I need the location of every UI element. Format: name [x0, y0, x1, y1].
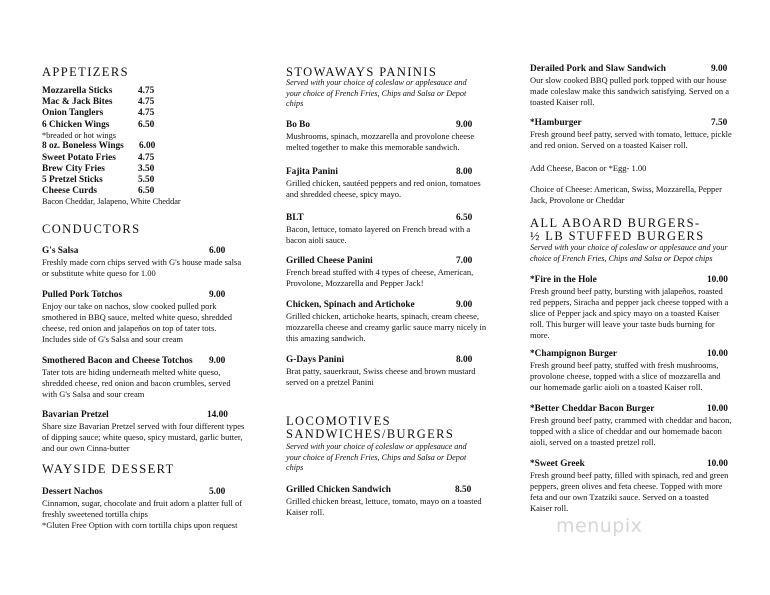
description-line: Enjoy our take on nachos, slow cooked pulled pork: [42, 301, 217, 311]
description-line: Tater tots are hiding underneath melted white queso,: [42, 367, 221, 377]
menu-item: [42, 486, 270, 531]
menu-item: [286, 166, 511, 200]
menu-item: [286, 484, 511, 518]
appetizer-price: 6.50: [138, 186, 155, 197]
cheese-choice-line: Jack, Provolone or Cheddar: [530, 195, 625, 205]
description-line: Fresh ground beef patty, bursting with jalapeños, roasted: [530, 286, 723, 296]
menu-item: [286, 212, 511, 246]
description-line: Grilled chicken, sautéed peppers and red onion, tomatoes: [286, 178, 481, 188]
description-line: Kaiser roll.: [286, 507, 325, 517]
menu-item-header: [42, 486, 270, 498]
appetizer-price: 6.00: [139, 141, 156, 152]
appetizer-row: [42, 108, 155, 119]
appetizer-price: 3.50: [138, 163, 155, 174]
menu-item-header: [286, 255, 511, 267]
description-line: shredded cheese, red onion and bacon crumbles, served: [42, 378, 231, 388]
menu-item: [530, 458, 752, 514]
subtitle-line: choice of French Fries, Chips and Salsa or Depot chips: [530, 253, 713, 263]
menu-item-name: Grilled Cheese Panini: [286, 256, 373, 266]
menu-item-price: 7.00: [456, 256, 473, 266]
menu-item-header: [286, 484, 511, 496]
description-line: provolone cheese, topped with a slice of mozzarella and: [530, 371, 721, 381]
menu-item-price: 10.00: [707, 459, 728, 469]
description-line: cheese, red onion and jalapeños on top of tater tots.: [42, 323, 217, 333]
appetizer-row: [42, 141, 156, 152]
menu-item-header: [42, 355, 270, 367]
appetizer-row: [42, 163, 155, 175]
menu-item-description: [286, 178, 511, 200]
description-line: red peppers, Siracha and pepper jack cheese topped with a: [530, 297, 729, 307]
menu-item-header: [530, 458, 752, 470]
appetizer-name: 8 oz. Boneless Wings: [42, 141, 124, 152]
menu-item-description: [42, 257, 270, 279]
description-line: Mushrooms, spinach, mozzarella and provolone cheese: [286, 131, 475, 141]
menu-item-header: [530, 348, 752, 360]
description-line: and shredded cheese, spicy mayo.: [286, 189, 402, 199]
menu-item: [286, 119, 511, 153]
menu-item-header: [286, 299, 511, 311]
menu-item-description: [286, 311, 511, 344]
description-line: and red onion. Served on a toasted Kaiser roll.: [530, 140, 688, 150]
menu-item-price: 7.50: [711, 118, 728, 128]
appetizer-row: [42, 175, 155, 186]
menu-item-name: Pulled Pork Totchos: [42, 290, 123, 300]
menu-item-name: Fajita Panini: [286, 167, 338, 177]
menu-item-price: 8.50: [455, 485, 472, 495]
cheese-choice-line: Choice of Cheese: American, Swiss, Mozzarella, Pepper: [530, 184, 722, 194]
menu-item: [42, 409, 270, 454]
appetizer-name: 6 Chicken Wings: [42, 119, 110, 130]
menu-item-price: 8.00: [456, 355, 473, 365]
appetizers-title: APPETIZERS: [42, 65, 129, 79]
menu-item-price: 9.00: [711, 64, 728, 74]
description-line: Fresh ground beef patty, stuffed with fresh mushrooms,: [530, 360, 719, 370]
menu-item: [286, 299, 511, 344]
menu-item-description: [42, 421, 270, 454]
description-line: Fresh ground beef patty, filled with spinach, red and green: [530, 470, 729, 480]
menu-item-description: [42, 367, 270, 400]
appetizer-row: [42, 119, 155, 131]
menu-item-header: [286, 166, 511, 178]
description-line: mozzarella cheese and creamy garlic sauce marry nicely in: [286, 322, 487, 332]
menu-item-description: [42, 301, 270, 345]
appetizer-note: Bacon Cheddar, Jalapeno, White Cheddar: [42, 197, 181, 207]
menu-item: [530, 348, 752, 393]
menu-item: [42, 355, 270, 400]
locomotives-title-line1: LOCOMOTIVES: [286, 414, 391, 428]
menu-item-description: [530, 75, 752, 108]
appetizer-name: Sweet Potato Fries: [42, 152, 116, 163]
menu-item: [42, 245, 270, 279]
description-line: more.: [530, 330, 550, 340]
menu-item: [530, 274, 752, 341]
description-line: slice of Pepper jack and spicy mayo on a toasted Kaiser: [530, 308, 720, 318]
menu-item-name: *Fire in the Hole: [530, 275, 597, 285]
menu-item-name: Bo Bo: [286, 120, 311, 130]
description-line: melted together to make this memorable sandwich.: [286, 142, 460, 152]
description-line: Cinnamon, sugar, chocolate and fruit adorn a platter full of: [42, 498, 243, 508]
description-line: Fresh ground beef patty, crammed with cheddar and bacon,: [530, 415, 732, 425]
menu-item-header: [286, 212, 511, 224]
description-line: smothered in BBQ sauce, melted white queso, shredded: [42, 312, 233, 322]
description-line: Share size Bavarian Pretzel served with four different types: [42, 421, 245, 431]
menu-item-price: 10.00: [707, 349, 728, 359]
menu-item-header: [42, 409, 270, 421]
appetizer-name: Mozzarella Sticks: [42, 86, 113, 96]
description-line: French bread stuffed with 4 types of cheese, American,: [286, 267, 474, 277]
menu-item: [286, 255, 511, 289]
subtitle-line: your choice of French Fries, Chips and Salsa or Depot: [286, 452, 467, 462]
menu-item-name: Dessert Nachos: [42, 487, 103, 497]
paninis-title: STOWAWAYS PANINIS: [286, 65, 438, 79]
menu-item-description: [286, 131, 511, 153]
menu-item-header: [42, 245, 270, 257]
locomotives-subtitle: [286, 442, 511, 474]
menu-item-name: Grilled Chicken Sandwich: [286, 485, 391, 495]
menu-item-price: 8.00: [456, 167, 473, 177]
menu-item-name: Bavarian Pretzel: [42, 410, 109, 420]
menu-item-description: [530, 470, 752, 514]
menu-item-description: [530, 286, 752, 341]
description-line: Our slow cooked BBQ pulled pork topped with our house: [530, 75, 727, 85]
menu-item-price: 14.00: [207, 410, 228, 420]
menu-item-name: Derailed Pork and Slaw Sandwich: [530, 64, 666, 74]
description-line: Kaiser roll.: [530, 503, 569, 513]
description-line: Freshly made corn chips served with G's house made salsa: [42, 257, 242, 267]
subtitle-line: Served with your choice of coleslaw or applesauce and your: [530, 243, 728, 252]
menu-item-description: [286, 224, 511, 246]
menu-item-name: G-Days Panini: [286, 355, 345, 365]
description-line: feta and our own Tzatziki sauce. Served on a toasted: [530, 492, 709, 502]
description-line: made coleslaw make this sandwich satisfying. Served on a: [530, 86, 729, 96]
menu-item-header: [42, 289, 270, 301]
appetizer-name: Cheese Curds: [42, 186, 98, 197]
burgers-title-line1: ALL ABOARD BURGERS-: [530, 216, 701, 230]
menu-item-header: [530, 403, 752, 415]
menu-item-price: 9.00: [209, 356, 226, 366]
paninis-subtitle: [286, 78, 511, 110]
description-line: Grilled chicken breast, lettuce, tomato, mayo on a toasted: [286, 496, 482, 506]
menu-item-header: [530, 274, 752, 286]
burgers-title-line2: ½ LB STUFFED BURGERS: [530, 229, 705, 243]
menu-item-price: 6.50: [456, 213, 473, 223]
menu-item-header: [530, 117, 752, 129]
appetizer-row: [42, 152, 155, 164]
appetizer-price: 5.50: [138, 175, 155, 185]
description-line: freshly sweetened tortilla chips: [42, 509, 148, 519]
description-line: Includes side of G's Salsa and sour cream: [42, 334, 184, 344]
menu-item-price: 9.00: [209, 290, 226, 300]
appetizer-row: [42, 86, 155, 97]
subtitle-line: chips: [286, 463, 304, 472]
description-line: topped with a slice of cheddar and our homemade bacon: [530, 426, 722, 436]
watermark-text: menupix: [556, 515, 643, 537]
menu-item: [530, 403, 752, 448]
appetizer-note: *breaded or hot wings: [42, 130, 116, 140]
addons-text: Add Cheese, Bacon or *Egg- 1.00: [530, 163, 647, 173]
description-line: Provolone, Mozzarella and Pepper Jack!: [286, 278, 424, 288]
menu-item-description: [530, 415, 752, 448]
description-line: this amazing sandwich.: [286, 333, 366, 343]
menu-item-name: *Sweet Greek: [530, 459, 585, 469]
appetizer-row: [42, 97, 155, 108]
menu-item-description: [286, 496, 511, 518]
subtitle-line: your choice of French Fries, Chips and Salsa or Depot: [286, 88, 467, 98]
menu-item-header: [530, 63, 752, 75]
menu-item: [42, 289, 270, 345]
appetizer-name: 5 Pretzel Sticks: [42, 175, 103, 185]
appetizer-price: 4.75: [138, 152, 155, 163]
appetizer-name: Mac & Jack Bites: [42, 97, 113, 108]
appetizer-price: 6.50: [138, 119, 155, 130]
description-line: and our own Cinna-butter: [42, 443, 130, 453]
menu-item-price: 9.00: [456, 300, 473, 310]
appetizer-price: 4.75: [138, 108, 155, 119]
dessert-title: WAYSIDE DESSERT: [42, 462, 175, 476]
menu-item-name: *Hamburger: [530, 118, 582, 128]
description-line: *Gluten Free Option with corn tortilla chips upon request: [42, 520, 238, 530]
menu-item-description: [42, 498, 270, 531]
menu-item-name: G's Salsa: [42, 246, 79, 256]
cheese-choice-text: [530, 184, 722, 206]
description-line: Fresh ground beef patty, served with tomato, lettuce, pickle: [530, 129, 732, 139]
appetizer-name: Onion Tanglers: [42, 108, 104, 119]
description-line: Bacon, lettuce, tomato layered on French bread with a: [286, 224, 471, 234]
menu-item-description: [286, 267, 511, 289]
appetizer-name: Brew City Fries: [42, 163, 105, 174]
menu-item-header: [286, 119, 511, 131]
menu-item-name: *Champignon Burger: [530, 349, 618, 359]
description-line: with G's Salsa and sour cream: [42, 389, 145, 399]
menu-item-price: 5.00: [209, 487, 226, 497]
menu-item-name: Chicken, Spinach and Artichoke: [286, 300, 415, 310]
conductors-title: CONDUCTORS: [42, 222, 141, 236]
appetizer-price: 4.75: [138, 86, 155, 96]
menu-item-description: [530, 129, 752, 151]
description-line: Grilled chicken, artichoke hearts, spinach, cream cheese,: [286, 311, 480, 321]
description-line: roll. This burger will leave your taste buds burning for: [530, 319, 715, 329]
menu-item-price: 10.00: [707, 275, 728, 285]
locomotives-title-line2: SANDWICHES/BURGERS: [286, 427, 455, 441]
description-line: or substitute white queso for 1.00: [42, 268, 156, 278]
menu-item-price: 6.00: [209, 246, 226, 256]
description-line: of dipping sauce; white queso, spicy mustard, garlic butter,: [42, 432, 243, 442]
appetizer-row: [42, 186, 155, 197]
menu-item-description: [286, 366, 511, 388]
menu-item-price: 10.00: [707, 404, 728, 414]
menu-item-description: [530, 360, 752, 393]
menu-item: [286, 354, 511, 388]
subtitle-line: Served with your choice of coleslaw or applesauce and: [286, 78, 467, 87]
burgers-subtitle: [530, 243, 752, 264]
menu-item-name: Smothered Bacon and Cheese Totchos: [42, 356, 193, 366]
description-line: our homemade garlic aioli on a toasted Kaiser roll.: [530, 382, 703, 392]
subtitle-line: Served with your choice of coleslaw or applesauce and: [286, 442, 467, 451]
description-line: peppers, green olives and feta cheese. Topped with more: [530, 481, 723, 491]
menu-item: [530, 117, 752, 151]
description-line: aioli, served on a toasted pretzel roll.: [530, 437, 656, 447]
menu-item-price: 9.00: [456, 120, 473, 130]
appetizer-price: 4.75: [138, 97, 155, 108]
description-line: Brat patty, sauerkraut, Swiss cheese and brown mustard: [286, 366, 476, 376]
subtitle-line: chips: [286, 99, 304, 108]
description-line: toasted Kaiser roll.: [530, 97, 595, 107]
description-line: served on a pretzel Panini: [286, 377, 374, 387]
description-line: bacon aioli sauce.: [286, 235, 347, 245]
menu-item-name: BLT: [286, 213, 304, 223]
menu-item: [530, 63, 752, 108]
menu-item-header: [286, 354, 511, 366]
menu-item-name: *Better Cheddar Bacon Burger: [530, 404, 655, 414]
